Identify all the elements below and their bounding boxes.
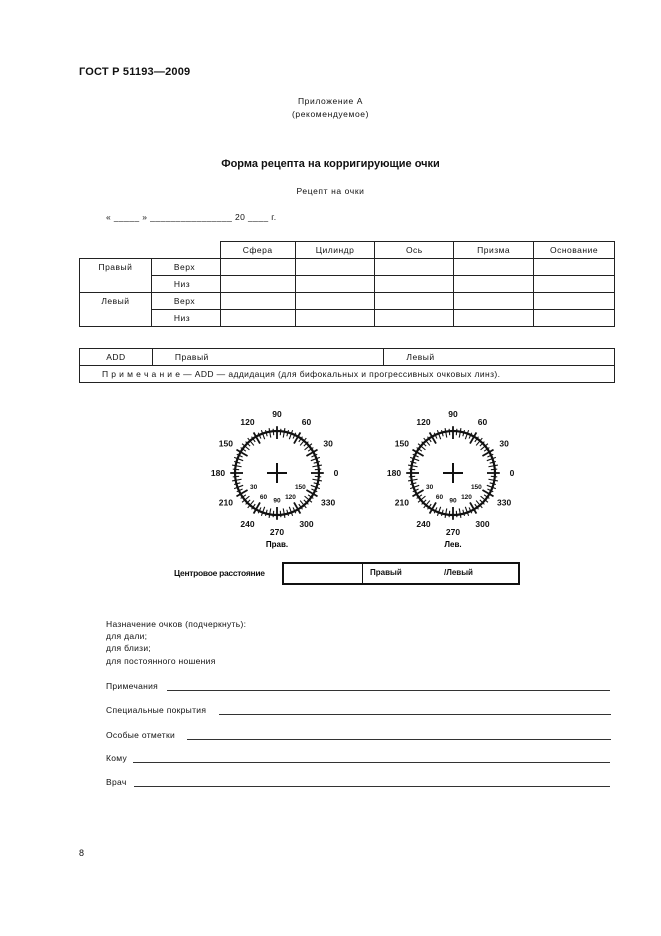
cell-right-lower-base[interactable] xyxy=(534,276,615,293)
notes-label: Примечания xyxy=(106,681,159,691)
dial-outer-label: 270 xyxy=(269,527,285,537)
dial-minor-tick xyxy=(315,476,321,477)
dial-outer-label: 210 xyxy=(394,497,409,508)
dial-outer-label: 90 xyxy=(272,409,282,419)
dial-inner-label: 90 xyxy=(449,497,457,505)
cell-left-lower-prism[interactable] xyxy=(454,310,534,327)
dial-minor-tick xyxy=(456,511,457,517)
dial-outer-label: 330 xyxy=(321,497,336,508)
centering-divider xyxy=(362,564,363,583)
add-left-label: Левый xyxy=(406,352,435,362)
marks-line[interactable] xyxy=(187,739,611,740)
dial-right[interactable] xyxy=(211,409,339,537)
dial-minor-tick xyxy=(409,476,415,477)
appendix-title: Приложение А xyxy=(297,96,364,106)
cell-right-lower-prism[interactable] xyxy=(454,276,534,293)
add-left[interactable] xyxy=(384,349,615,366)
table-row xyxy=(80,349,615,366)
cell-left-upper-axis[interactable] xyxy=(375,293,454,310)
notes-line[interactable] xyxy=(167,690,610,691)
centering-label: Центровое расстояние xyxy=(174,568,265,578)
dial-minor-tick xyxy=(409,469,415,470)
purpose-option-distance[interactable]: для дали; xyxy=(106,631,148,641)
header-cylinder: Цилиндр xyxy=(295,242,375,259)
dial-outer-label: 30 xyxy=(323,438,333,449)
dial-outer-label: 120 xyxy=(240,416,255,427)
dial-outer-label: 90 xyxy=(448,409,458,419)
doctor-label: Врач xyxy=(106,777,127,787)
add-table xyxy=(79,348,615,383)
cell-left-upper-prism[interactable] xyxy=(454,293,534,310)
cell-right-upper-cylinder[interactable] xyxy=(295,259,375,276)
add-right[interactable] xyxy=(152,349,384,366)
purpose-option-near[interactable]: для близи; xyxy=(106,643,152,653)
document-code: ГОСТ Р 51193—2009 xyxy=(79,66,191,78)
dial-outer-label: 330 xyxy=(497,497,512,508)
dial-outer-label: 300 xyxy=(475,519,490,530)
table-row xyxy=(80,366,615,383)
row-label-lower: Низ xyxy=(151,310,220,327)
dial-outer-label: 60 xyxy=(301,416,312,427)
dial-inner-label: 150 xyxy=(470,484,482,491)
dial-minor-tick xyxy=(273,511,274,517)
table-row xyxy=(80,293,615,310)
cell-left-lower-cylinder[interactable] xyxy=(295,310,375,327)
dial-minor-tick xyxy=(456,429,457,435)
form-title: Форма рецепта на корригирующие очки xyxy=(221,158,440,170)
dial-outer-label: 120 xyxy=(416,416,431,427)
centering-right[interactable]: Правый xyxy=(370,568,402,577)
dial-right-caption: Прав. xyxy=(265,540,289,549)
dial-minor-tick xyxy=(280,511,281,517)
dial-minor-tick xyxy=(233,469,239,470)
dial-inner-label: 30 xyxy=(426,484,434,491)
dial-outer-label: 30 xyxy=(499,438,509,449)
to-label: Кому xyxy=(106,753,128,763)
coatings-label: Специальные покрытия xyxy=(106,705,207,715)
centering-box xyxy=(282,562,520,585)
dial-outer-label: 270 xyxy=(445,527,461,537)
header-sphere: Сфера xyxy=(220,242,295,259)
dial-minor-tick xyxy=(315,469,321,470)
cell-right-upper-prism[interactable] xyxy=(454,259,534,276)
dial-outer-label: 60 xyxy=(477,416,488,427)
header-prism: Призма xyxy=(454,242,534,259)
centering-left[interactable]: /Левый xyxy=(444,568,473,577)
table-header-row xyxy=(80,242,615,259)
header-axis: Ось xyxy=(375,242,454,259)
doctor-line[interactable] xyxy=(134,786,610,787)
row-label-upper: Верх xyxy=(151,293,220,310)
cell-right-lower-cylinder[interactable] xyxy=(295,276,375,293)
dial-left-caption: Лев. xyxy=(444,540,462,549)
dial-outer-label: 0 xyxy=(333,468,339,478)
table-row xyxy=(80,259,615,276)
dial-minor-tick xyxy=(280,429,281,435)
dial-outer-label: 0 xyxy=(509,468,515,478)
row-label-lower: Низ xyxy=(151,276,220,293)
purpose-option-permanent[interactable]: для постоянного ношения xyxy=(106,656,216,666)
prescription-table xyxy=(79,241,615,327)
row-label-right: Правый xyxy=(80,259,152,293)
to-line[interactable] xyxy=(133,762,610,763)
cell-left-upper-base[interactable] xyxy=(534,293,615,310)
cell-left-upper-cylinder[interactable] xyxy=(295,293,375,310)
add-note: П р и м е ч а н и е — ADD — аддидация (для бифокальных и прогрессивных очковых линз). xyxy=(80,366,615,383)
dial-minor-tick xyxy=(273,429,274,435)
row-label-left: Левый xyxy=(80,293,152,327)
appendix-subtitle: (рекомендуемое) xyxy=(291,109,370,119)
dial-outer-label: 150 xyxy=(218,438,233,449)
dial-outer-label: 210 xyxy=(218,497,233,508)
marks-label: Особые отметки xyxy=(106,730,176,740)
dial-minor-tick xyxy=(449,429,450,435)
dial-minor-tick xyxy=(233,476,239,477)
cell-right-upper-axis[interactable] xyxy=(375,259,454,276)
dial-outer-label: 150 xyxy=(394,438,409,449)
dial-inner-label: 90 xyxy=(273,497,281,505)
dial-minor-tick xyxy=(491,476,497,477)
row-label-upper: Верх xyxy=(151,259,220,276)
add-right-label: Правый xyxy=(174,352,209,362)
axis-dials xyxy=(200,408,520,550)
dial-outer-label: 240 xyxy=(240,519,255,530)
date-line[interactable]: « _____ » ________________ 20 ____ г. xyxy=(106,212,277,222)
dial-inner-label: 150 xyxy=(294,484,306,491)
dial-left[interactable] xyxy=(387,409,515,537)
dial-minor-tick xyxy=(491,469,497,470)
dial-minor-tick xyxy=(449,511,450,517)
dial-inner-label: 30 xyxy=(250,484,258,491)
cell-left-lower-base[interactable] xyxy=(534,310,615,327)
cell-right-upper-base[interactable] xyxy=(534,259,615,276)
cell-left-lower-axis[interactable] xyxy=(375,310,454,327)
page-number: 8 xyxy=(79,848,85,858)
header-base: Основание xyxy=(534,242,615,259)
cell-left-upper-sphere[interactable] xyxy=(220,293,295,310)
dial-inner-label: 120 xyxy=(285,493,296,501)
coatings-line[interactable] xyxy=(219,714,611,715)
dial-outer-label: 180 xyxy=(386,468,402,478)
dial-inner-label: 60 xyxy=(259,493,268,501)
dial-outer-label: 180 xyxy=(210,468,226,478)
cell-left-lower-sphere[interactable] xyxy=(220,310,295,327)
purpose-title: Назначение очков (подчеркнуть): xyxy=(106,619,247,629)
dial-outer-label: 240 xyxy=(416,519,431,530)
dial-outer-label: 300 xyxy=(299,519,314,530)
table-row xyxy=(80,276,615,293)
cell-right-lower-sphere[interactable] xyxy=(220,276,295,293)
dial-inner-label: 120 xyxy=(461,493,472,501)
table-row xyxy=(80,310,615,327)
cell-right-upper-sphere[interactable] xyxy=(220,259,295,276)
dial-inner-label: 60 xyxy=(435,493,444,501)
cell-right-lower-axis[interactable] xyxy=(375,276,454,293)
form-subtitle: Рецепт на очки xyxy=(296,186,365,196)
add-label: ADD xyxy=(80,349,153,366)
